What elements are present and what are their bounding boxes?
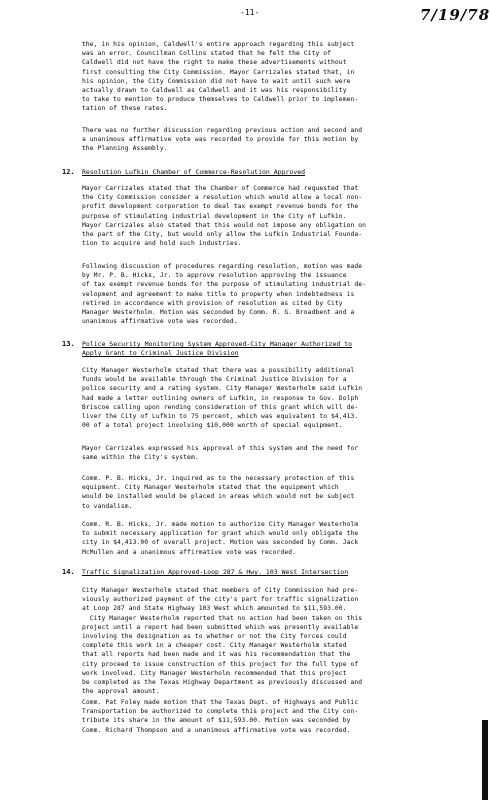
item-number-14: 14. — [62, 568, 75, 576]
paragraph-equipment-protection: Comm. P. B. Hicks, Jr. inquired as to the necessary protection of this equipment. City Manager Westerholm stated that the equipment which would be installed would be placed in areas which would not be subject to vandalism. — [82, 475, 355, 510]
item-heading-14: Traffic Signalization Approved-Loop 287 & Hwy. 103 West Intersection — [82, 568, 349, 576]
paragraph-chamber-motion: Following discussion of procedures regarding resolution, motion was made by Mr. P. B. Hicks, Jr. to approve resolution approving the issuance of tax exempt revenue bonds for the purpose of stimulating industrial de- velopment and agreement to make title to property when indebtedness is retired in accordance with provision of resolution as cited by City Manager Westerholm. Motion was seconded by Comm. R. G. Broadbent and a unanimous affirmative vote was recorded. — [82, 263, 367, 326]
item-number-12: 12. — [62, 168, 75, 176]
paragraph-security-grant: City Manager Westerholm stated that there was a possibility additional funds would be available through the Criminal Justice Division for a police security and a rating system. City Manager Westerholm said Lufkin had made a letter outlining owners of Lufkin, in response to Gov. Dolph Briscoe calling upon rending consideration of this grant which will de- liver the City of Lufkin to 75 percent, which was equivalent to $4,413. 00 of a total project involving $10,000 worth of special equipment. — [82, 367, 363, 430]
paragraph-traffic-motion: Comm. Pat Foley made motion that the Texas Dept. of Highways and Public Transportation be authorized to complete this project and the City con- tribute its share in the amount of $11,593.00. Motion was seconded by Comm. Richard Thompson and a unanimous affirmative vote was recorded. — [82, 699, 359, 734]
paragraph-chamber-request: Mayor Carrizales stated that the Chamber of Commerce had requested that the City Commission consider a resolution which would allow a local non- profit development corporation to deal tax exempt revenue bonds for the purpose of stimulating industrial development in the City of Lufkin. Mayor Carrizales also stated that this would not impose any obligation on the part of the City, but would only allow the Lufkin Industrial Founda- tion to acquire and hold such industries. — [82, 185, 367, 248]
paragraph-traffic-signal: City Manager Westerholm stated that members of City Commission had pre- viously authorized payment of the city's part for traffic signalization at Loop 287 and State Highway 103 West which amounted to $11,593.00. City Manager Westerholm reported that no action had been taken on this project until a report had been submitted which was presently available involving the designation as to whether or not the City forces could complete this work in a cheaper cost. City Manager Westerholm stated that all reports had been made and it was his recommendation that the city proceed to issue construction of this project for the full type of work involved. City Manager Westerholm recommended that this project be completed as the Texas Highway Department as previously discussed and the approval amount. — [82, 587, 363, 696]
item-heading-12: Resolution Lufkin Chamber of Commerce-Resolution Approved — [82, 168, 306, 176]
paragraph-vote-note: There was no further discussion regarding previous action and second and a unanimous affirmative vote was recorded to provide for this motion by the Planning Assembly. — [82, 127, 363, 153]
paragraph-mayor-approval: Mayor Carrizales expressed his approval of this system and the need for same within the City's system. — [82, 445, 359, 462]
item-number-13: 13. — [62, 340, 75, 348]
scan-edge-mark — [482, 720, 488, 800]
paragraph-grant-motion: Comm. R. B. Hicks, Jr. made motion to authorize City Manager Westerholm to submit necessary application for grant which would only obligate the city in $4,413.00 of overall project. Motion was seconded by Comm. Jack McMullen and a unanimous affirmative vote was recorded. — [82, 521, 359, 556]
paragraph-continued: the, in his opinion, Caldwell's entire approach regarding this subject was an error. Councilman Collins stated that he felt the City of Caldwell did not have the right to make these advertisements without first consulting the City Commission. Mayor Carrizales stated that, in his opinion, the City Commission did not have to wait until such were actually drawn to Caldwell as Caldwell and it was his responsibility to take to mention to produce themselves to Caldwell prior to implemen- tation of these rates. — [82, 41, 359, 113]
page-number: -11- — [240, 8, 260, 17]
handwritten-date: 7/19/78 — [420, 6, 490, 24]
item-heading-13: Police Security Monitoring System Approved-City Manager Authorized to Apply Grant to Criminal Justice Division — [82, 340, 353, 358]
